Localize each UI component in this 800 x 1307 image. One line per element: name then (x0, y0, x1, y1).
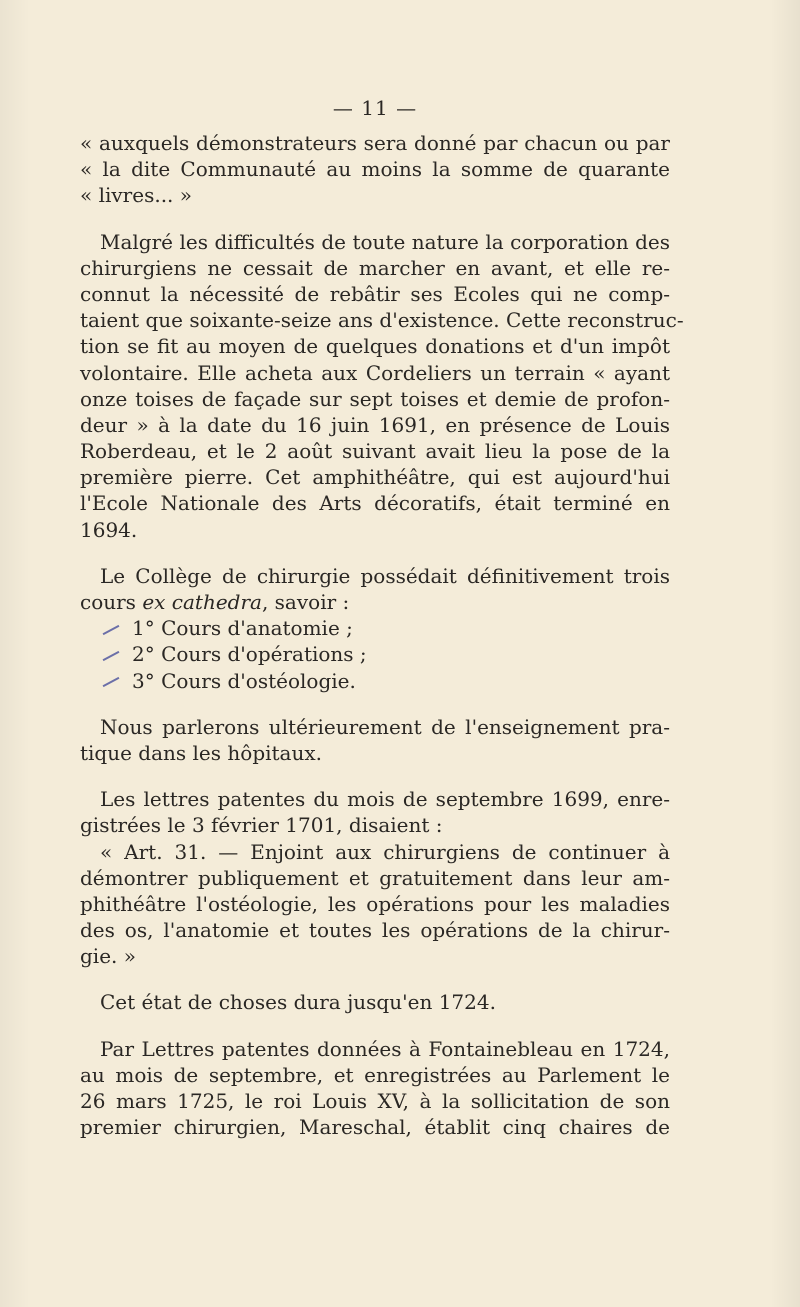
text-line (80, 589, 670, 615)
text-line: Par Lettres patentes données à Fontainebleau en 1724, (100, 1036, 670, 1061)
text-line: gie. » (80, 944, 136, 969)
paragraph-college (80, 563, 670, 694)
text-line: Les lettres patentes du mois de septembre 1699, enre- (100, 787, 670, 812)
text-line: « auxquels démonstrateurs sera donné par chacun ou par (80, 131, 670, 155)
text-line: onze toises de façade sur sept toises et demie de profon- (80, 386, 670, 411)
text-column (80, 96, 684, 1140)
text-line: Roberdeau, et le 2 août suivant avait lieu la pose de la (80, 439, 670, 464)
text-line: deur » à la date du 16 juin 1691, en présence de Louis (80, 412, 670, 437)
text-line: 1694. (80, 517, 138, 542)
text-line: volontaire. Elle acheta aux Cordeliers un terrain « ayant (80, 360, 670, 385)
list-item-label: 2° Cours d'opérations ; (132, 642, 367, 667)
page-number: — 11 — (332, 96, 418, 120)
text-line: taient que soixante-seize ans d'existence. Cette reconstruc- (80, 308, 684, 333)
pencil-tick-mark (103, 625, 120, 635)
text-line: l'Ecole Nationale des Arts décoratifs, était terminé en (80, 491, 670, 516)
latin-phrase: ex cathedra (142, 590, 262, 614)
pencil-tick-mark (103, 677, 120, 687)
text-line: Le Collège de chirurgie possédait définitivement trois (100, 563, 670, 588)
text-line: des os, l'anatomie et toutes les opérations de la chirur- (80, 918, 670, 943)
text-line: « livres... » (80, 183, 193, 208)
text-line: tique dans les hôpitaux. (80, 740, 322, 765)
text-line: phithéâtre l'ostéologie, les opérations pour les maladies (80, 891, 670, 916)
list-item-anatomie (80, 615, 670, 641)
pencil-tick-mark (103, 651, 120, 661)
list-item-label: 3° Cours d'ostéologie. (132, 668, 356, 693)
text-line: tion se fit au moyen de quelques donations et d'un impôt (80, 334, 670, 359)
list-item-operations (80, 641, 670, 667)
text-line: Nous parlerons ultérieurement de l'enseignement pra- (100, 714, 670, 739)
paragraph-fontainebleau (80, 1036, 670, 1141)
text-line: gistrées le 3 février 1701, disaient : (80, 813, 443, 838)
text-line: 26 mars 1725, le roi Louis XV, à la sollicitation de son (80, 1089, 670, 1113)
text-line-italic: cours ex cathedra, savoir : (80, 590, 350, 614)
text-line: au mois de septembre, et enregistrées au Parlement le (80, 1062, 670, 1087)
text-line: Cet état de choses dura jusqu'en 1724. (100, 990, 496, 1015)
paragraph-lettres-patentes-1699 (80, 786, 670, 969)
paragraph-corporation (80, 229, 684, 543)
list-item-label: 1° Cours d'anatomie ; (132, 616, 353, 641)
text-line: chirurgiens ne cessait de marcher en avant, et elle re- (80, 255, 670, 280)
text-line: Malgré les difficultés de toute nature la corporation des (100, 229, 670, 254)
text-line: « la dite Communauté au moins la somme de quarante (80, 157, 670, 182)
text-line: « Art. 31. — Enjoint aux chirurgiens de continuer à (100, 839, 670, 864)
text-line: connut la nécessité de rebâtir ses Ecoles qui ne comp- (80, 281, 670, 306)
paragraph-quote-end (80, 130, 670, 209)
text-line: premier chirurgien, Mareschal, établit cinq chaires de (80, 1115, 670, 1140)
text-line: démontrer publiquement et gratuitement dans leur am- (80, 865, 670, 890)
list-item-osteologie (80, 668, 670, 694)
paragraph-enseignement (80, 714, 670, 766)
paragraph-etat (80, 989, 670, 1015)
text-line: première pierre. Cet amphithéâtre, qui est aujourd'hui (80, 465, 670, 490)
